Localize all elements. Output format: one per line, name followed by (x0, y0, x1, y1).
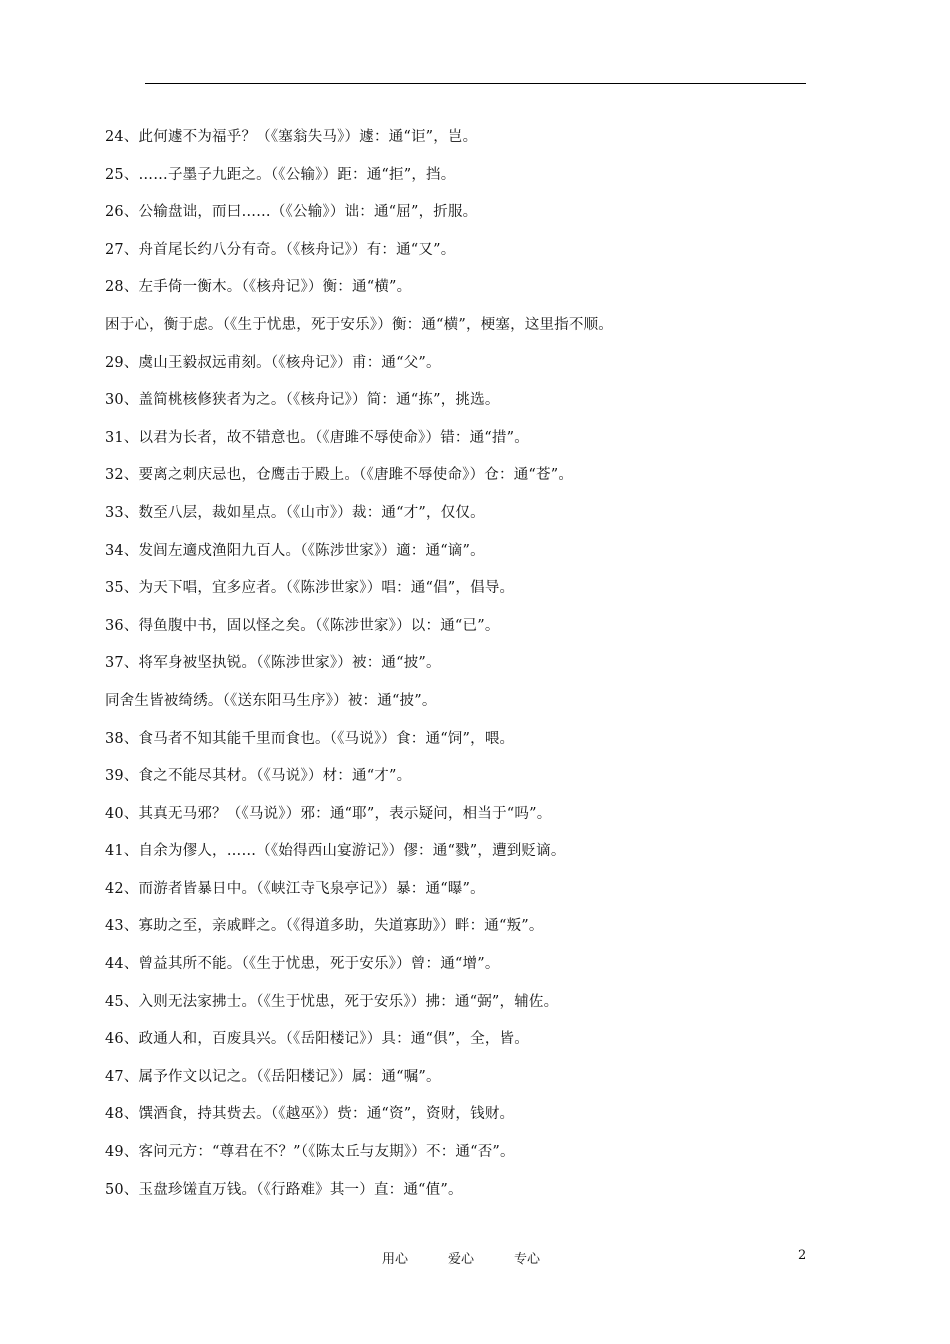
footer-word: 专心 (514, 1252, 541, 1267)
text-line: 46、政通人和，百废具兴。（《岳阳楼记》）具：通“俱”，全，皆。 (105, 1031, 529, 1048)
text-line: 30、盖简桃核修狭者为之。（《核舟记》）简：通“拣”，挑选。 (105, 392, 500, 409)
text-line: 同舍生皆被绮绣。（《送东阳马生序》）被：通“披”。 (105, 692, 437, 709)
text-line: 39、食之不能尽其材。（《马说》）材：通“才”。 (105, 768, 412, 785)
text-line: 26、公输盘诎，而曰……（《公输》）诎：通“屈”，折服。 (105, 204, 478, 221)
text-line: 49、客问元方：“尊君在不？”（《陈太丘与友期》）不：通“否”。 (105, 1144, 515, 1161)
header-rule (145, 83, 806, 84)
text-line: 50、玉盘珍馐直万钱。（《行路难》其一）直：通“值”。 (105, 1181, 463, 1198)
page-number: 2 (798, 1248, 807, 1263)
text-line: 困于心，衡于虑。（《生于忧患，死于安乐》）衡：通“横”，梗塞，这里指不顺。 (105, 316, 613, 333)
document-body (105, 124, 825, 1214)
text-line: 25、……子墨子九距之。（《公输》）距：通“拒”，挡。 (105, 166, 456, 183)
text-line: 40、其真无马邪？（《马说》）邪：通“耶”，表示疑问，相当于“吗”。 (105, 805, 552, 822)
text-line: 41、自余为僇人，……（《始得西山宴游记》）僇：通“戮”，遭到贬谪。 (105, 843, 566, 860)
text-line: 35、为天下唱，宜多应者。（《陈涉世家》）唱：通“倡”，倡导。 (105, 580, 515, 597)
text-line: 34、发闾左適戍渔阳九百人。（《陈涉世家》）適：通“谪”。 (105, 542, 485, 559)
text-line: 47、属予作文以记之。（《岳阳楼记》）属：通“嘱”。 (105, 1068, 441, 1085)
text-line: 27、舟首尾长约八分有奇。（《核舟记》）有：通“又”。 (105, 241, 456, 258)
text-line: 38、食马者不知其能千里而食也。（《马说》）食：通“饲”，喂。 (105, 730, 515, 747)
footer-word: 用心 (382, 1252, 409, 1267)
footer-motto (382, 1248, 540, 1267)
text-line: 45、入则无法家拂士。（《生于忧患，死于安乐》）拂：通“弼”，辅佐。 (105, 993, 559, 1010)
text-line: 33、数至八层，裁如星点。（《山市》）裁：通“才”，仅仅。 (105, 504, 485, 521)
text-line: 31、以君为长者，故不错意也。（《唐雎不辱使命》）错：通“措”。 (105, 429, 529, 446)
text-line: 37、将军身被坚执锐。（《陈涉世家》）被：通“披”。 (105, 655, 441, 672)
text-line: 48、馔酒食，持其赀去。（《越巫》）赀：通“资”，资财，钱财。 (105, 1106, 515, 1123)
text-line: 44、曾益其所不能。（《生于忧患，死于安乐》）曾：通“增”。 (105, 956, 500, 973)
text-line: 42、而游者皆暴日中。（《峡江寺飞泉亭记》）暴：通“曝”。 (105, 880, 485, 897)
text-line: 43、寡助之至，亲戚畔之。（《得道多助，失道寡助》）畔：通“叛”。 (105, 918, 544, 935)
text-line: 29、虞山王毅叔远甫刻。（《核舟记》）甫：通“父”。 (105, 354, 441, 371)
text-line: 32、要离之刺庆忌也，仓鹰击于殿上。（《唐雎不辱使命》）仓：通“苍”。 (105, 467, 574, 484)
text-line: 24、此何遽不为福乎？（《塞翁失马》）遽：通“讵”，岂。 (105, 129, 478, 145)
text-line: 28、左手倚一衡木。（《核舟记》）衡：通“横”。 (105, 279, 412, 296)
text-line: 36、得鱼腹中书，固以怪之矣。（《陈涉世家》）以：通“已”。 (105, 617, 500, 634)
footer-word: 爱心 (448, 1252, 475, 1267)
